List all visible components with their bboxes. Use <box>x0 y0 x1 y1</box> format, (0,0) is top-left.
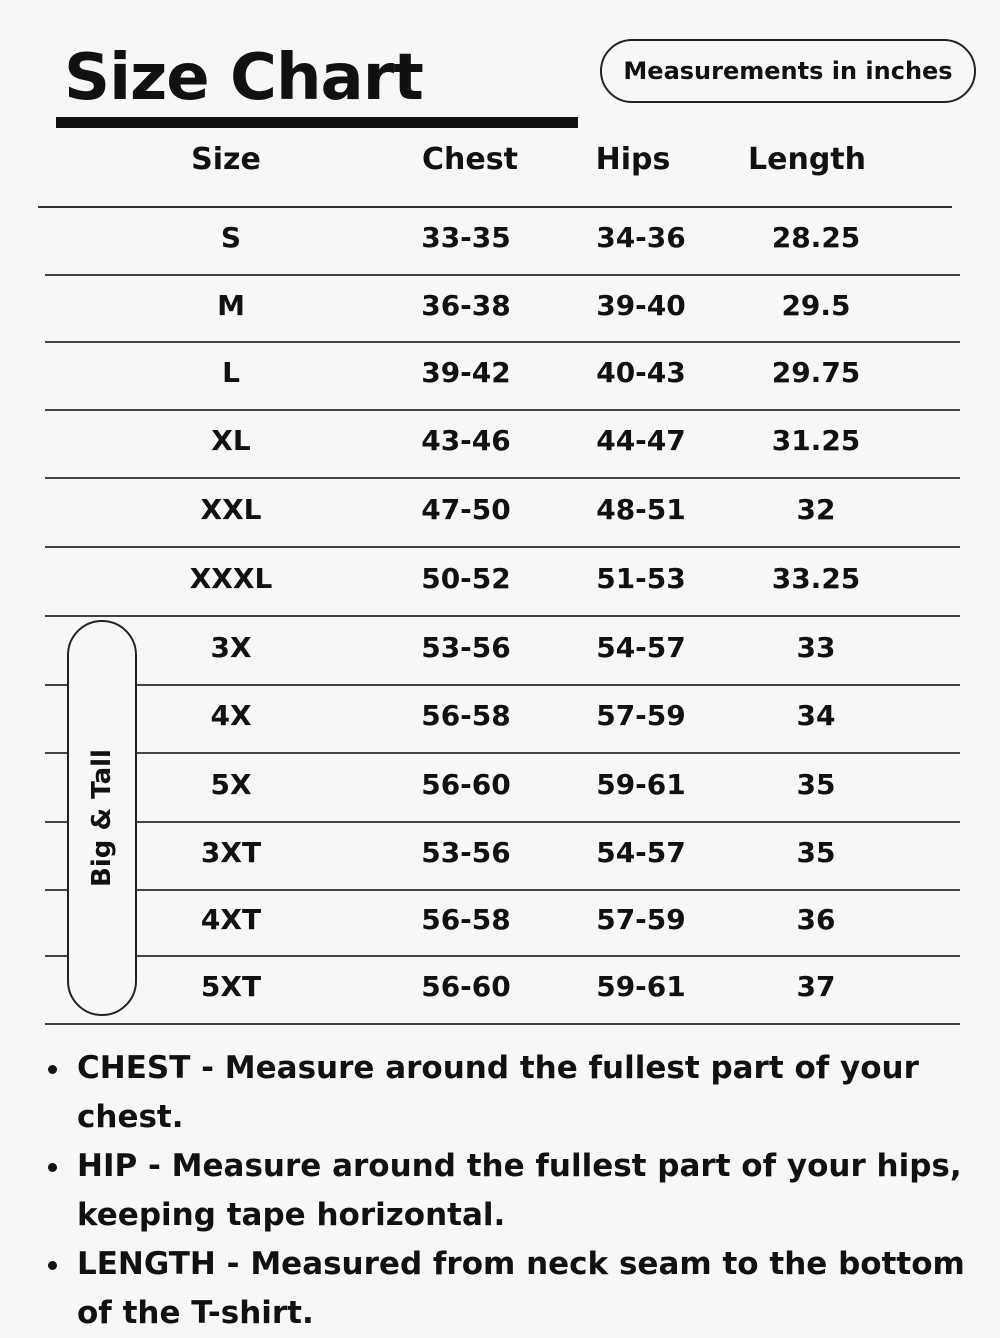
cell-hips: 51-53 <box>596 562 686 595</box>
cell-chest: 56-60 <box>421 768 511 801</box>
big-and-tall-label: Big & Tall <box>87 749 117 887</box>
table-row <box>45 752 960 823</box>
cell-size: XXXL <box>189 562 273 595</box>
table-row <box>45 477 960 548</box>
cell-length: 37 <box>796 970 836 1003</box>
cell-size: S <box>220 221 242 254</box>
table-row <box>45 409 960 479</box>
cell-chest: 53-56 <box>421 836 511 869</box>
cell-length: 35 <box>796 768 836 801</box>
cell-chest: 56-60 <box>421 970 511 1003</box>
cell-size: XXL <box>200 493 262 526</box>
cell-chest: 56-58 <box>421 699 511 732</box>
cell-length: 31.25 <box>771 424 861 457</box>
header-hips: Hips <box>595 142 671 177</box>
cell-hips: 57-59 <box>596 903 686 936</box>
cell-length: 29.75 <box>771 356 861 389</box>
table-row <box>45 546 960 617</box>
cell-size: M <box>217 289 245 322</box>
cell-hips: 59-61 <box>596 768 686 801</box>
note-item: LENGTH - Measured from neck seam to the bottom of the T-shirt. <box>42 1240 982 1338</box>
cell-length: 33 <box>796 631 836 664</box>
cell-size: 4XT <box>200 903 262 936</box>
cell-size: XL <box>211 424 251 457</box>
header-chest: Chest <box>422 142 518 177</box>
cell-chest: 47-50 <box>421 493 511 526</box>
cell-chest: 39-42 <box>421 356 511 389</box>
cell-length: 29.5 <box>781 289 851 322</box>
title-underline <box>56 117 578 128</box>
cell-hips: 40-43 <box>596 356 686 389</box>
cell-size: 3X <box>210 631 252 664</box>
cell-length: 35 <box>796 836 836 869</box>
table-row <box>45 206 960 276</box>
note-item: HIP - Measure around the fullest part of your hips, keeping tape horizontal. <box>42 1142 982 1240</box>
table-row <box>45 615 960 686</box>
cell-size: L <box>222 356 240 389</box>
cell-hips: 48-51 <box>596 493 686 526</box>
table-row <box>45 341 960 411</box>
cell-hips: 34-36 <box>596 221 686 254</box>
cell-hips: 54-57 <box>596 631 686 664</box>
big-and-tall-group-marker <box>67 620 137 1016</box>
cell-hips: 54-57 <box>596 836 686 869</box>
cell-length: 36 <box>796 903 836 936</box>
page-title: Size Chart <box>64 41 423 115</box>
table-row <box>45 274 960 343</box>
cell-size: 5X <box>210 768 252 801</box>
measurement-notes <box>42 1044 982 1338</box>
unit-badge: Measurements in inches <box>600 39 976 103</box>
cell-length: 33.25 <box>771 562 861 595</box>
cell-chest: 33-35 <box>421 221 511 254</box>
header-length: Length <box>748 142 866 177</box>
table-row <box>45 889 960 957</box>
cell-hips: 44-47 <box>596 424 686 457</box>
cell-length: 34 <box>796 699 836 732</box>
cell-length: 32 <box>796 493 836 526</box>
cell-hips: 57-59 <box>596 699 686 732</box>
cell-chest: 36-38 <box>421 289 511 322</box>
note-item: CHEST - Measure around the fullest part of your chest. <box>42 1044 982 1142</box>
cell-length: 28.25 <box>771 221 861 254</box>
cell-size: 3XT <box>200 836 262 869</box>
cell-size: 4X <box>210 699 252 732</box>
cell-hips: 39-40 <box>596 289 686 322</box>
header-size: Size <box>191 142 261 177</box>
cell-size: 5XT <box>200 970 262 1003</box>
cell-chest: 53-56 <box>421 631 511 664</box>
table-header <box>38 128 952 208</box>
cell-hips: 59-61 <box>596 970 686 1003</box>
table-row <box>45 821 960 891</box>
cell-chest: 56-58 <box>421 903 511 936</box>
table-row <box>45 684 960 754</box>
cell-chest: 50-52 <box>421 562 511 595</box>
cell-chest: 43-46 <box>421 424 511 457</box>
table-row <box>45 955 960 1025</box>
